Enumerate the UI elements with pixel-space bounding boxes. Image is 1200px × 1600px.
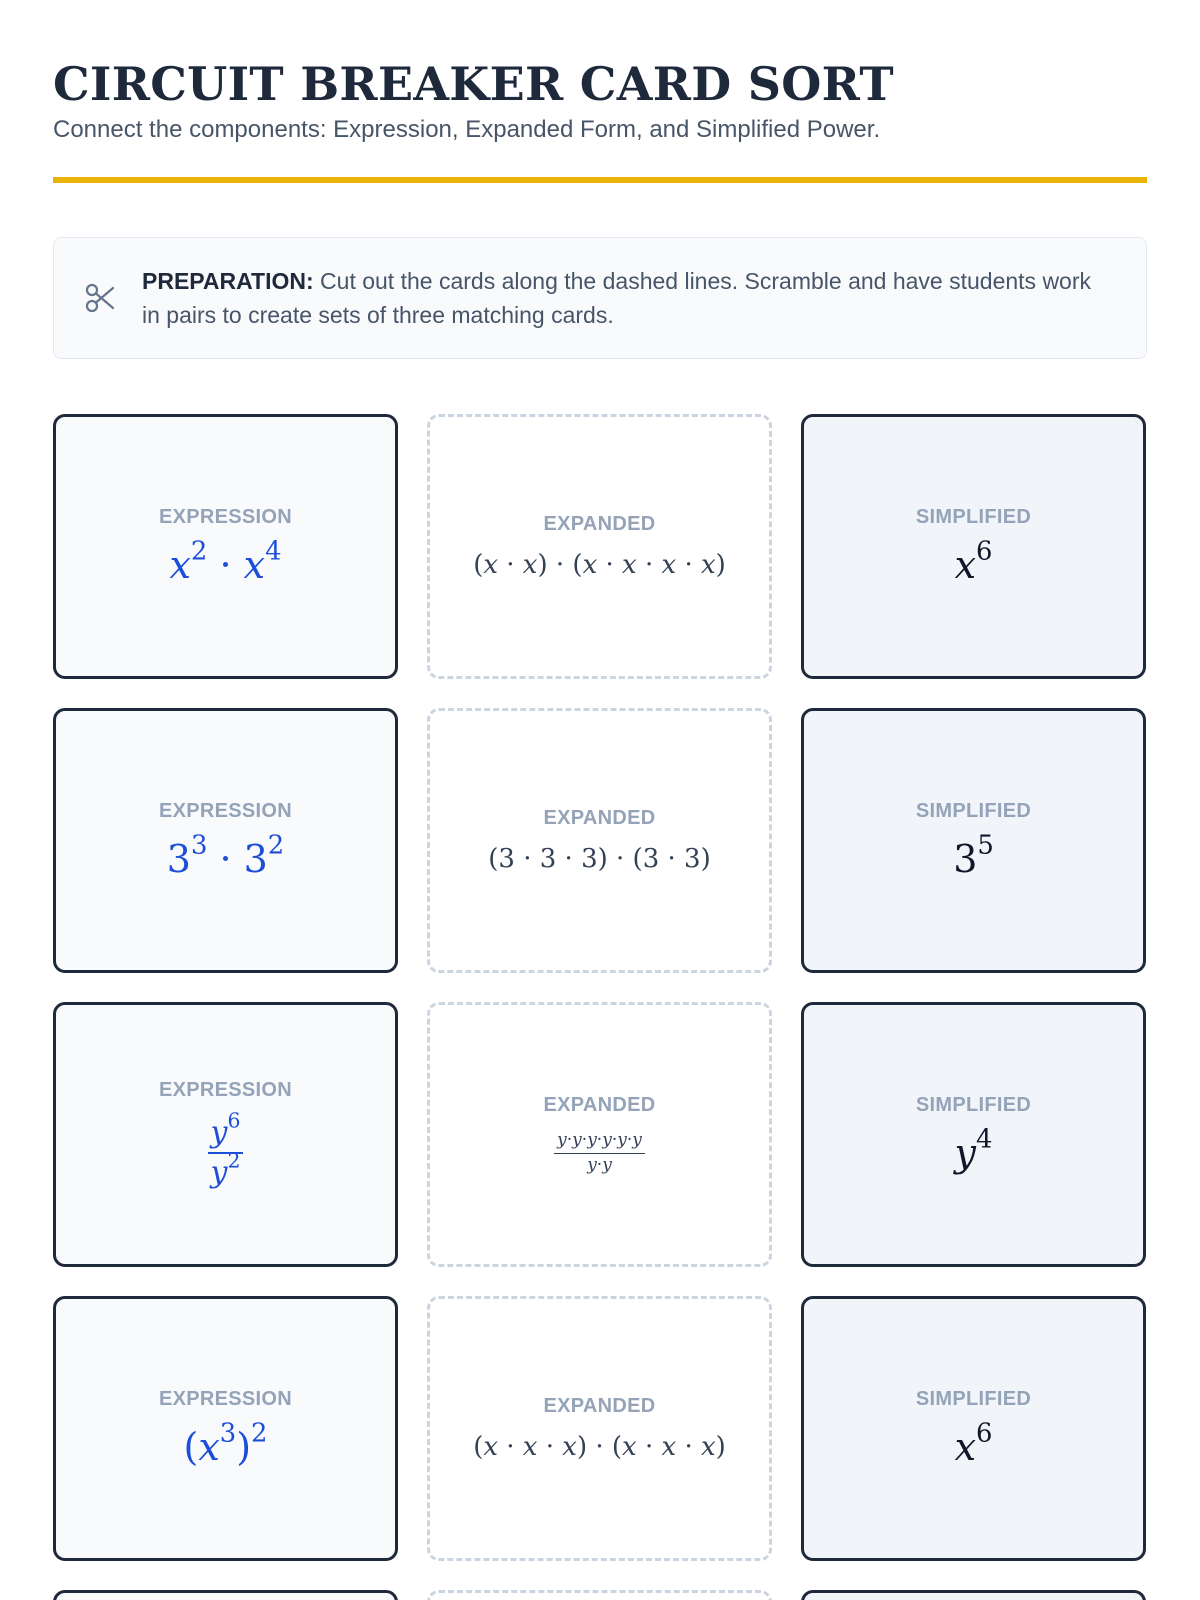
expression-math: $3^3 \cdot 3^2$ (166, 830, 285, 881)
expression-card (53, 1296, 398, 1561)
expanded-card (427, 414, 772, 679)
card-grid (53, 414, 1147, 1600)
simplified-card (801, 1590, 1146, 1600)
card-label: EXPANDED (543, 1395, 656, 1417)
card-label: SIMPLIFIED (915, 1388, 1032, 1410)
expression-card (53, 414, 398, 679)
preparation-label: PREPARATION: (142, 268, 314, 294)
simplified-card (801, 1002, 1146, 1267)
expression-math: $(x^3)^2$ (183, 1418, 268, 1469)
expression-card (53, 1590, 398, 1600)
expanded-card (427, 1002, 772, 1267)
expanded-math: (x · x · x) · (x · x · x) (473, 1432, 726, 1462)
expression-math: $x^2 \cdot x^4$ (169, 536, 282, 587)
card-label: SIMPLIFIED (915, 506, 1032, 528)
expanded-card (427, 1296, 772, 1561)
card-label: EXPANDED (543, 1093, 656, 1116)
card-label: EXPRESSION (158, 1078, 293, 1101)
preparation-text (142, 264, 1106, 332)
expression-math (208, 1107, 244, 1191)
fraction: $\frac{y^6}{y^2}$ (208, 1116, 244, 1191)
fraction: $\frac{y\cdot y\cdot y\cdot y\cdot y\cdot y}{y\cdot y}$ (554, 1131, 645, 1175)
expanded-card (427, 1590, 772, 1600)
simplified-math: $x^6$ (954, 536, 993, 587)
card-label: SIMPLIFIED (915, 1094, 1032, 1116)
expression-card (53, 1002, 398, 1267)
expanded-math (554, 1131, 645, 1175)
expanded-card (427, 708, 772, 973)
card-label: EXPRESSION (158, 800, 293, 822)
card-label: SIMPLIFIED (915, 800, 1032, 822)
simplified-math: $y^4$ (954, 1124, 993, 1175)
card-label: EXPANDED (543, 513, 656, 535)
card-label: EXPRESSION (158, 506, 293, 528)
preparation-body: Cut out the cards along the dashed lines. Scramble and have students work in pairs to create sets of three matching cards. (142, 268, 1092, 328)
page-subtitle: Connect the components: Expression, Expanded Form, and Simplified Power. (53, 116, 881, 143)
simplified-math: $3^5$ (953, 830, 994, 881)
expanded-math: (x · x) · (x · x · x · x) (473, 550, 726, 580)
preparation-note (53, 237, 1147, 359)
simplified-card (801, 708, 1146, 973)
card-label: EXPRESSION (158, 1388, 293, 1410)
card-label: EXPANDED (543, 807, 656, 829)
header-divider (53, 177, 1147, 183)
expanded-math: (3 · 3 · 3) · (3 · 3) (488, 844, 711, 874)
simplified-card (801, 414, 1146, 679)
expression-card (53, 708, 398, 973)
simplified-card (801, 1296, 1146, 1561)
simplified-math: $x^6$ (954, 1418, 993, 1469)
page-title: CIRCUIT BREAKER CARD SORT (53, 57, 894, 111)
scissors-icon (80, 278, 120, 318)
